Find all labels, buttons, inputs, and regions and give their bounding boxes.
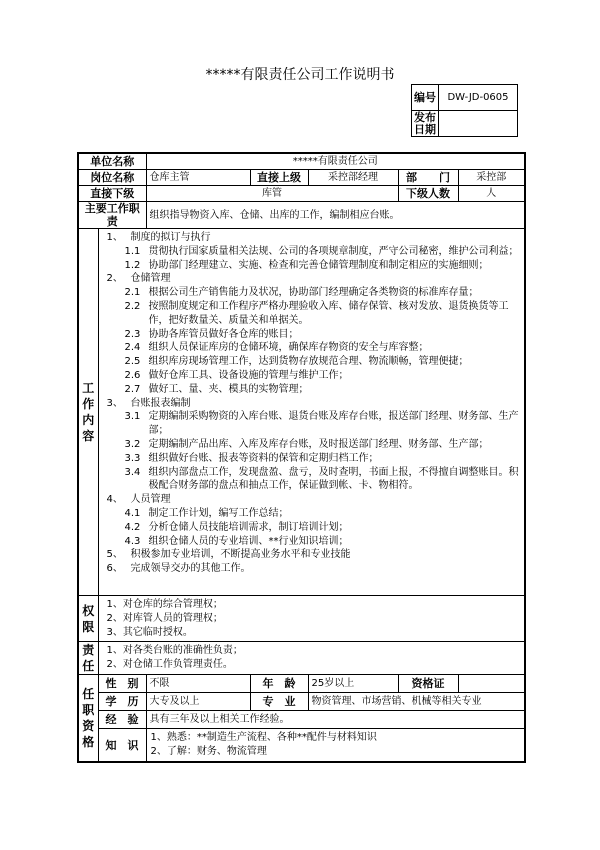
age-value: 25岁以上 (308, 675, 398, 693)
list-item (103, 245, 521, 259)
list-item (103, 383, 521, 397)
item-text: 做好仓库工具、设备设施的管理与维护工作； (148, 369, 349, 381)
edu-label: 学 历 (98, 693, 146, 711)
item-number: 2.3 (124, 328, 141, 340)
item-number: 2.6 (124, 369, 141, 381)
item-text: 完成领导交办的其他工作。 (130, 563, 251, 575)
edu-value: 大专及以上 (146, 693, 250, 711)
list-item: 2、对库管人员的管理权； (106, 612, 223, 624)
subordinate-value: 库管 (146, 186, 398, 202)
list-item: 1、对各类台账的准确性负责； (106, 645, 243, 657)
item-number: 3.4 (124, 466, 141, 478)
list-item (103, 562, 521, 576)
knowledge-items (146, 729, 525, 763)
subordinate-row (78, 186, 525, 202)
unit-value: *****有限责任公司 (146, 153, 525, 170)
list-item: 3、其它临时授权。 (106, 626, 193, 638)
responsibility-label: 责 任 (78, 642, 98, 675)
qualification-gender-row (78, 675, 525, 693)
item-number: 3.1 (124, 411, 141, 423)
item-text: 组织仓储人员的专业培训、**行业知识培训； (148, 535, 349, 547)
item-number: 2.5 (124, 356, 141, 368)
sub-count-value: 人 (458, 186, 525, 202)
item-text: 按照制度规定和工作程序严格办理验收入库、储存保管、核对发放、退货换货等工作，把好数量关、质量关和单据关。 (148, 300, 509, 326)
qualification-label: 任 职 资 格 (78, 675, 98, 763)
exp-value: 具有三年及以上相关工作经验。 (146, 711, 525, 729)
item-text: 组织内部盘点工作，发现盘盈、盘亏，及时查明，书面上报，不得擅自调整账目。积极配合财务部的盘点和抽点工作，保证做到帐、卡、物相符。 (148, 466, 519, 492)
list-item (103, 438, 521, 452)
document-meta-table (411, 84, 518, 137)
item-number: 6、 (106, 563, 123, 575)
item-text: 贯彻执行国家质量相关法规、公司的各项规章制度，严守公司秘密，维护公司利益； (148, 245, 519, 257)
dept-value: 采控部 (458, 170, 525, 186)
list-item (103, 300, 521, 328)
list-item: 1、熟悉：**制造生产流程、各种**配件与材料知识 (150, 732, 377, 744)
position-value: 仓库主管 (146, 170, 250, 186)
unit-row (78, 153, 525, 170)
main-duty-value: 组织指导物资入库、仓储、出库的工作，编制相应台账。 (146, 202, 525, 229)
item-number: 1、 (106, 232, 123, 243)
dept-label: 部 门 (398, 170, 458, 186)
item-number: 4.1 (124, 507, 141, 519)
list-item: 1、对仓库的综合管理权； (106, 599, 223, 610)
list-item: 2、了解：财务、物流管理 (150, 746, 267, 758)
responsibility-items (98, 642, 525, 675)
item-number: 1.1 (124, 245, 141, 257)
item-text: 人员管理 (130, 494, 171, 506)
list-item (103, 507, 521, 521)
item-text: 组织人员保证库房的仓储环境，确保库存物资的安全与库容整； (148, 342, 429, 354)
main-duty-label: 主要工作职责 (78, 202, 146, 229)
item-text: 做好工、量、夹、模具的实物管理； (148, 383, 309, 395)
content-label: 工 作 内 容 (78, 229, 98, 596)
major-label: 专 业 (250, 693, 308, 711)
list-item (103, 466, 521, 494)
item-text: 仓储管理 (130, 273, 171, 285)
list-item (103, 493, 521, 507)
item-number: 3、 (106, 397, 123, 409)
item-text: 协助部门经理建立、实施、检查和完善仓储管理制度和制定相应的实施细则； (148, 259, 489, 271)
item-text: 定期编制产品出库、入库及库存台账，及时报送部门经理、财务部、生产部； (148, 438, 489, 450)
item-text: 协助各库管员做好各仓库的账目； (148, 328, 299, 340)
qualification-exp-row (78, 711, 525, 729)
list-item (103, 521, 521, 535)
cert-value (458, 675, 525, 693)
responsibility-row (78, 642, 525, 675)
document-title: *****有限责任公司工作说明书 (205, 67, 395, 83)
item-text: 制度的拟订与执行 (130, 232, 211, 243)
authority-label: 权 限 (78, 596, 98, 642)
list-item (103, 410, 521, 438)
list-item (103, 341, 521, 355)
list-item (103, 397, 521, 411)
age-label: 年 龄 (250, 675, 308, 693)
item-number: 2.4 (124, 342, 141, 354)
list-item (103, 452, 521, 466)
item-number: 2.1 (124, 287, 141, 299)
item-text: 组织做好台账、报表等资料的保管和定期归档工作； (148, 452, 379, 464)
subordinate-label: 直接下级 (78, 186, 146, 202)
job-description-table (77, 152, 526, 763)
list-item (103, 535, 521, 549)
unit-label: 单位名称 (78, 153, 146, 170)
list-item (103, 328, 521, 342)
gender-value: 不限 (146, 675, 250, 693)
content-row (78, 229, 525, 596)
item-text: 定期编制采购物资的入库台账、退货台账及库存台账，报送部门经理、财务部、生产部； (148, 411, 519, 437)
exp-label: 经 验 (98, 711, 146, 729)
item-text: 制定工作计划，编写工作总结； (148, 507, 289, 519)
superior-label: 直接上级 (250, 170, 308, 186)
item-number: 5、 (106, 549, 123, 561)
list-item (103, 548, 521, 562)
list-item (103, 355, 521, 369)
item-text: 台账报表编制 (130, 397, 191, 409)
item-number: 4.3 (124, 535, 141, 547)
main-duty-row (78, 202, 525, 229)
list-item (103, 369, 521, 383)
position-label: 岗位名称 (78, 170, 146, 186)
qualification-knowledge-row (78, 729, 525, 763)
list-item (103, 231, 521, 245)
list-item (103, 272, 521, 286)
item-text: 分析仓储人员技能培训需求，制订培训计划； (148, 521, 349, 533)
date-value (439, 111, 518, 137)
list-item (103, 286, 521, 300)
item-number: 2.7 (124, 383, 141, 395)
number-value: DW-JD-0605 (439, 85, 518, 111)
list-item: 2、对仓储工作负管理责任。 (106, 659, 233, 671)
cert-label: 资格证 (398, 675, 458, 693)
item-number: 2.2 (124, 300, 141, 312)
item-number: 4.2 (124, 521, 141, 533)
authority-row (78, 596, 525, 642)
item-number: 4、 (106, 494, 123, 506)
date-label: 发布日期 (412, 111, 439, 137)
superior-value: 采控部经理 (308, 170, 398, 186)
gender-label: 性 别 (98, 675, 146, 693)
authority-items (98, 596, 525, 642)
item-text: 组织库房现场管理工作，达到货物存放规范合理、物流顺畅，管理便捷； (148, 356, 469, 368)
position-row (78, 170, 525, 186)
sub-count-label: 下级人数 (398, 186, 458, 202)
content-items (98, 229, 525, 596)
list-item (103, 259, 521, 273)
item-text: 根据公司生产销售能力及状况，协助部门经理确定各类物资的标准库存量； (148, 287, 479, 299)
qualification-edu-row (78, 693, 525, 711)
item-number: 3.3 (124, 452, 141, 464)
number-label: 编号 (412, 85, 439, 111)
item-text: 积极参加专业培训，不断提高业务水平和专业技能 (130, 549, 351, 561)
major-value: 物资管理、市场营销、机械等相关专业 (308, 693, 525, 711)
item-number: 1.2 (124, 259, 141, 271)
item-number: 3.2 (124, 438, 141, 450)
item-number: 2、 (106, 273, 123, 285)
knowledge-label: 知 识 (98, 729, 146, 763)
